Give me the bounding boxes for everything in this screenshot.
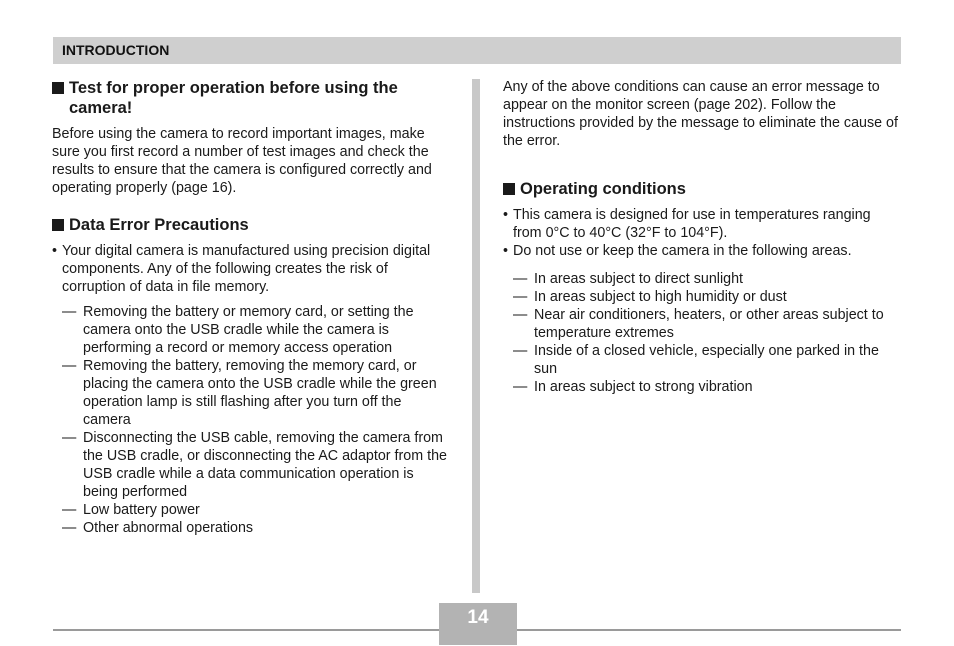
data-error-bullet-list [52, 242, 442, 296]
operating-dash-list [503, 270, 905, 396]
test-operation-heading [52, 78, 454, 118]
operating-conditions-heading [503, 179, 905, 199]
test-operation-heading-text: Test for proper operation before using the camera! [69, 79, 398, 117]
list-item: — In areas subject to high humidity or dust [503, 288, 905, 306]
left-column [52, 78, 454, 537]
list-item: — Other abnormal operations [52, 519, 447, 537]
square-bullet-icon [52, 219, 64, 231]
right-column [503, 78, 905, 396]
list-item: • Your digital camera is manufactured using precision digital components. Any of the following creates the risk of corruption of data in file memory. [52, 242, 442, 296]
operating-bullet-list [503, 206, 898, 260]
page-number: 14 [439, 603, 517, 645]
data-error-dash-list [52, 303, 447, 537]
data-error-heading-text: Data Error Precautions [69, 216, 249, 234]
error-message-paragraph: Any of the above conditions can cause an error message to appear on the monitor screen (page 202). Follow the instructions provided by the message to eliminate the cause of the error. [503, 79, 898, 149]
column-divider [472, 79, 480, 593]
section-header: INTRODUCTION [53, 37, 901, 64]
list-item: — Low battery power [52, 501, 447, 519]
square-bullet-icon [503, 183, 515, 195]
square-bullet-icon [52, 82, 64, 94]
list-item: — In areas subject to strong vibration [503, 378, 905, 396]
list-item: — Inside of a closed vehicle, especially one parked in the sun [503, 342, 905, 378]
list-item: • Do not use or keep the camera in the following areas. [503, 242, 898, 260]
list-item: — Removing the battery or memory card, or setting the camera onto the USB cradle while the camera is performing a record or memory access operation [52, 303, 447, 357]
operating-conditions-heading-text: Operating conditions [520, 180, 686, 198]
test-operation-body: Before using the camera to record important images, make sure you first record a number of test images and check the results to ensure that the camera is configured correctly and operating properly (page 16). [52, 126, 432, 196]
data-error-heading [52, 215, 454, 235]
list-item: — Disconnecting the USB cable, removing the camera from the USB cradle, or disconnecting the AC adaptor from the USB cradle while a data communication operation is being performed [52, 429, 447, 501]
list-item: — In areas subject to direct sunlight [503, 270, 905, 288]
list-item: — Removing the battery, removing the memory card, or placing the camera onto the USB cradle while the green operation lamp is still flashing after you turn off the camera [52, 357, 447, 429]
list-item: • This camera is designed for use in temperatures ranging from 0°C to 40°C (32°F to 104°F). [503, 206, 898, 242]
list-item: — Near air conditioners, heaters, or other areas subject to temperature extremes [503, 306, 905, 342]
